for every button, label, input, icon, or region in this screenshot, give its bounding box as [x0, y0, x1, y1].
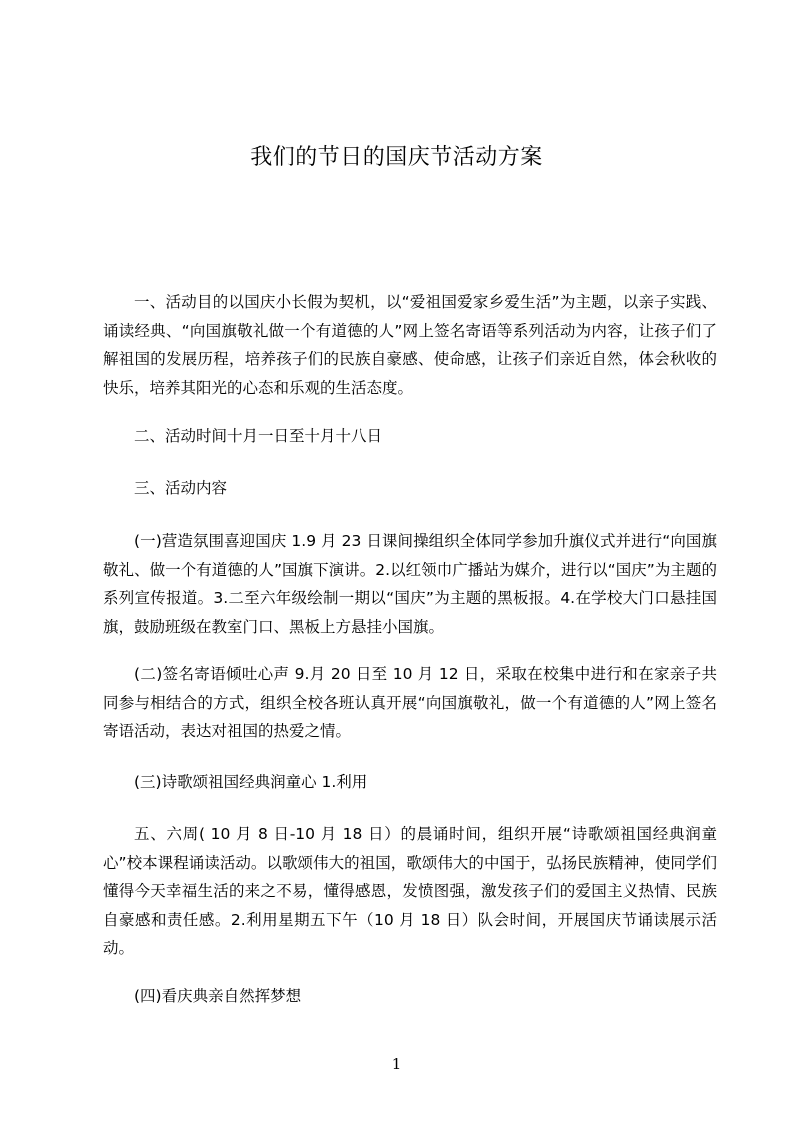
paragraph-section-4-heading: (四)看庆典亲自然挥梦想: [134, 987, 302, 1005]
paragraph-section-3-heading: (三)诗歌颂祖国经典润童心 1.利用: [134, 773, 368, 791]
paragraph-time: 二、活动时间十月一日至十月十八日: [134, 427, 383, 445]
paragraph-section-1: (一)营造氛围喜迎国庆 1.9 月 23 日课间操组织全体同学参加升旗仪式并进行“向国旗敬礼、做一个有道德的人”国旗下演讲。2.以红领巾广播站为媒介，进行以“国庆”为主题的系列宣传报道。3.二至六年级绘制一期以“国庆”为主题的黑板报。4.在学校大门口悬挂国旗，鼓励班级在教室门口、黑板上方悬挂小国旗。: [103, 532, 717, 636]
paragraph-section-3-body: 五、六周( 10 月 8 日-10 月 18 日）的晨诵时间，组织开展“诗歌颂祖国经典润童心”校本课程诵读活动。以歌颂伟大的祖国，歌颂伟大的中国于，弘扬民族精神，使同学们懂得今天幸福生活的来之不易，懂得感恩，发愤图强，激发孩子们的爱国主义热情、民族自豪感和责任感。2.利用星期五下午（10 月 18 日）队会时间，开展国庆节诵读展示活动。: [103, 825, 717, 957]
paragraph-content-heading: 三、活动内容: [134, 479, 228, 497]
page-title: 我们的节日的国庆节活动方案: [250, 145, 543, 170]
paragraph-purpose: 一、活动目的以国庆小长假为契机，以“爱祖国爱家乡爱生活”为主题，以亲子实践、诵读经典、“向国旗敬礼做一个有道德的人”网上签名寄语等系列活动为内容，让孩子们了解祖国的发展历程，培养孩子们的民族自豪感、使命感，让孩子们亲近自然，体会秋收的快乐，培养其阳光的心态和乐观的生活态度。: [103, 293, 717, 397]
page-number: 1: [391, 1055, 402, 1073]
paragraph-section-2: (二)签名寄语倾吐心声 9.月 20 日至 10 月 12 日，采取在校集中进行和在家亲子共同参与相结合的方式，组织全校各班认真开展“向国旗敬礼，做一个有道德的人”网上签名寄语活动，表达对祖国的热爱之情。: [103, 665, 717, 740]
